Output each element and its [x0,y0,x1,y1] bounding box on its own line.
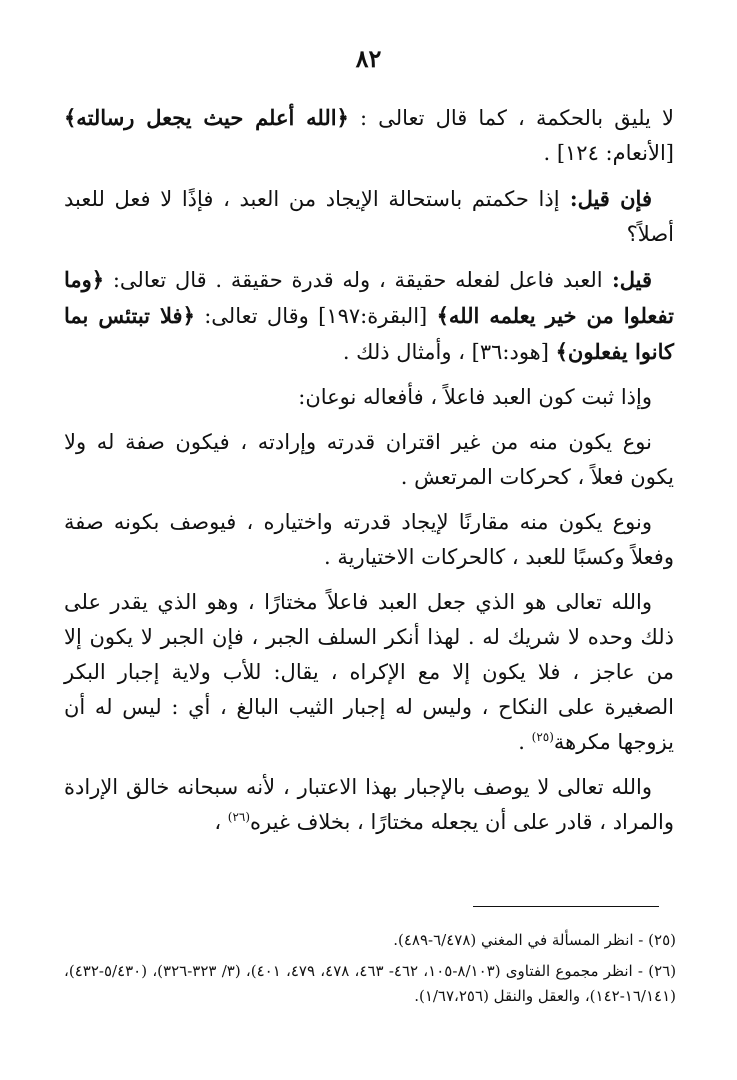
bold-text: ﴿وما تفعلوا من خير يعلمه الله﴾ [64,267,674,328]
paragraph [64,425,674,495]
footnote-ref[interactable]: (٢٥) [531,730,554,744]
text-segment: لا يليق بالحكمة ، كما قال تعالى : [348,106,674,130]
paragraph [64,380,674,415]
text-segment: ونوع يكون منه مقارنًا لإيجاد قدرته واختياره ، فيوصف بكونه صفة وفعلاً وكسبًا للعبد ، كالحركات الاختيارية . [64,510,674,569]
text-segment: نوع يكون منه من غير اقتران قدرته وإرادته ، فيكون صفة له ولا يكون فعلاً ، كحركات المرتعش . [64,430,674,489]
bold-text: ﴿فلا تبتئس بما كانوا يفعلون﴾ [64,303,674,364]
text-segment: [الأنعام: ١٢٤] . [543,141,674,165]
paragraph [64,181,674,252]
text-segment: . [518,730,532,754]
paragraph [64,100,674,171]
paragraph [64,585,674,760]
text-segment: والله تعالى هو الذي جعل العبد فاعلاً مختارًا ، وهو الذي يقدر على ذلك وحده لا شريك له . لهذا أنكر السلف الجبر ، فإن الجبر لا يكون إلا من عاجز ، فلا يكون إلا مع الإكراه ، يقال: للأب ولاية إجبار البكر الصغيرة على النكاح ، وليس له إجبار الثيب البالغ ، أي : ليس له أن يزوجها مكرهة [64,590,674,754]
text-segment: وإذا ثبت كون العبد فاعلاً ، فأفعاله نوعان: [298,385,652,409]
body-text [64,100,674,850]
paragraph [64,262,674,370]
page-number: ٨٢ [355,44,382,73]
text-segment: والله تعالى لا يوصف بالإجبار بهذا الاعتبار ، لأنه سبحانه خالق الإرادة والمراد ، قادر على أن يجعله مختارًا ، بخلاف غيره [64,775,674,834]
text-segment: إذا حكمتم باستحالة الإيجاد من العبد ، فإذًا لا فعل للعبد أصلاً؟ [64,187,674,246]
footnote: (٢٦) - انظر مجموع الفتاوى (٨/١٠٣-١٠٥، ٤٦٢- ٤٦٣، ٤٧٨، ٤٧٩، ٤٠١)، (٣/ ٣٢٣-٣٢٦)، (٥/٤٣٠-٤٣٢)، (١٦/١٤١-١٤٢)، والعقل والنقل (١/٦٧،٢٥٦). [64,962,677,1005]
bold-text: فإن قيل: [559,186,652,211]
text-segment: [هود:٣٦] ، وأمثال ذلك . [342,340,556,364]
paragraph [64,505,674,575]
footnote-separator [473,906,659,907]
text-segment: [البقرة:١٩٧] وقال تعالى: [194,304,437,328]
footnotes [64,928,676,1015]
paragraph [64,770,674,840]
text-segment: ، [214,810,228,834]
text-segment: العبد فاعل لفعله حقيقة ، وله قدرة حقيقة . قال تعالى: [104,268,603,292]
bold-text: قيل: [602,267,652,292]
footnote-ref[interactable]: (٢٦) [227,810,251,824]
footnote: (٢٥) - انظر المسألة في المغني (٦/٤٧٨-٤٨٩). [393,931,676,949]
bold-text: ﴿الله أعلم حيث يجعل رسالته﴾ [64,105,349,130]
